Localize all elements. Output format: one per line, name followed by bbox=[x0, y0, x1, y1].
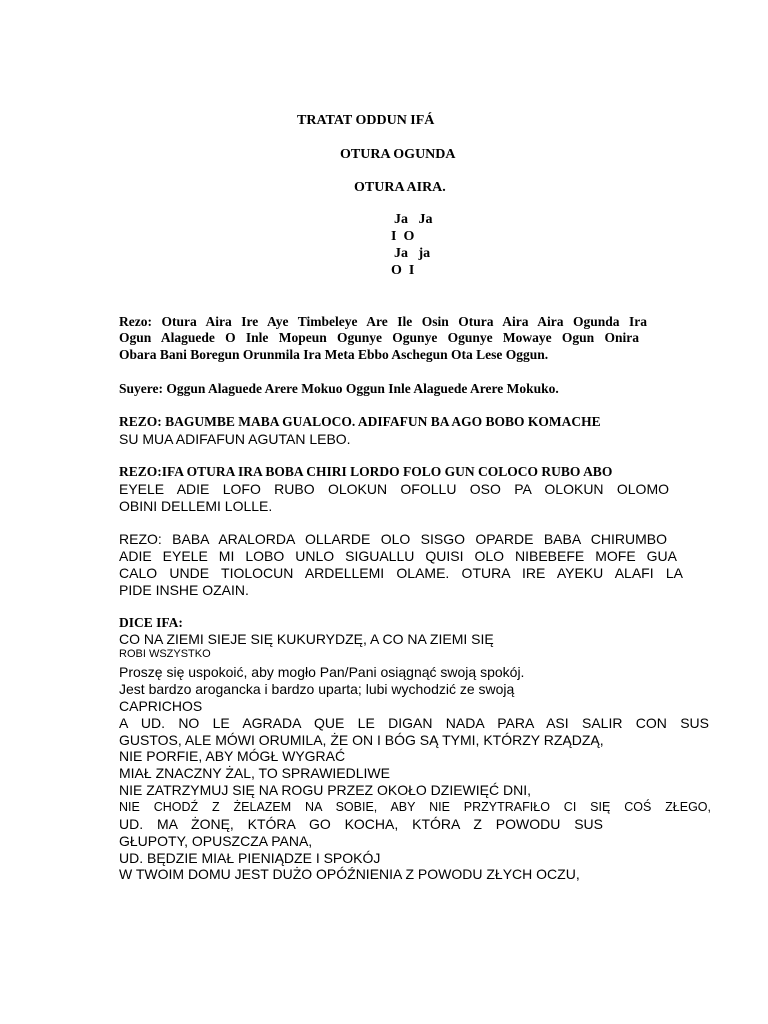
rezo-3-line-2: EYELE ADIE LOFO RUBO OLOKUN OFOLLU OSO PA OLOKUN OLOMO bbox=[119, 481, 669, 497]
dice-line-14: UD. BĘDZIE MIAŁ PIENIĄDZE I SPOKÓJ bbox=[119, 850, 381, 866]
dice-line-4: Jest bardzo arogancka i bardzo uparta; lubi wychodzić ze swoją bbox=[119, 681, 515, 697]
dice-line-13: GŁUPOTY, OPUSZCZA PANA, bbox=[119, 833, 313, 849]
rezo-1-line-1: Rezo: Otura Aira Ire Aye Timbeleye Are Ile Osin Otura Aira Aira Ogunda Ira bbox=[119, 314, 647, 329]
document-title: TRATAT ODDUN IFÁ bbox=[297, 113, 435, 128]
dice-line-1: CO NA ZIEMI SIEJE SIĘ KUKURYDZĘ, A CO NA ZIEMI SIĘ bbox=[119, 631, 494, 647]
rezo-3-line-3: OBINI DELLEMI LOLLE. bbox=[119, 498, 273, 514]
rezo-1-line-2: Ogun Alaguede O Inle Mopeun Ogunye Ogunye Ogunye Mowaye Ogun Onira bbox=[119, 330, 639, 345]
rezo-4-line-1: REZO: BABA ARALORDA OLLARDE OLO SISGO OPARDE BABA CHIRUMBO bbox=[119, 531, 667, 547]
rezo-4-line-4: PIDE INSHE OZAIN. bbox=[119, 582, 249, 598]
dice-line-5: CAPRICHOS bbox=[119, 698, 203, 714]
sign-row-2: I O bbox=[391, 229, 415, 244]
dice-line-7: GUSTOS, ALE MÓWI ORUMILA, ŻE ON I BÓG SĄ TYMI, KTÓRZY RZĄDZĄ, bbox=[119, 732, 604, 748]
dice-line-9: MIAŁ ZNACZNY ŻAL, TO SPRAWIEDLIWE bbox=[119, 765, 390, 781]
sign-row-4: O I bbox=[391, 263, 415, 278]
rezo-3-line-1: REZO:IFA OTURA IRA BOBA CHIRI LORDO FOLO GUN COLOCO RUBO ABO bbox=[119, 464, 613, 479]
dice-line-6: A UD. NO LE AGRADA QUE LE DIGAN NADA PARA ASI SALIR CON SUS bbox=[119, 715, 709, 731]
sign-row-1: Ja Ja bbox=[394, 212, 433, 227]
sign-row-3: Ja ja bbox=[394, 246, 431, 261]
dice-line-2: ROBI WSZYSTKO bbox=[119, 648, 211, 660]
rezo-4-line-2: ADIE EYELE MI LOBO UNLO SIGUALLU QUISI OLO NIBEBEFE MOFE GUA bbox=[119, 548, 677, 564]
rezo-2-line-1: REZO: BAGUMBE MABA GUALOCO. ADIFAFUN BA AGO BOBO KOMACHE bbox=[119, 414, 601, 429]
dice-line-12: UD. MA ŻONĘ, KTÓRA GO KOCHA, KTÓRA Z POWODU SUS bbox=[119, 816, 603, 832]
rezo-4-line-3: CALO UNDE TIOLOCUN ARDELLEMI OLAME. OTURA IRE AYEKU ALAFI LA bbox=[119, 565, 683, 581]
dice-line-11: NIE CHODŹ Z ŻELAZEM NA SOBIE, ABY NIE PRZYTRAFIŁO CI SIĘ COŚ ZŁEGO, bbox=[119, 800, 711, 814]
rezo-2-line-2: SU MUA ADIFAFUN AGUTAN LEBO. bbox=[119, 431, 351, 447]
rezo-1-line-3: Obara Bani Boregun Orunmila Ira Meta Ebbo Aschegun Ota Lese Oggun. bbox=[119, 347, 549, 362]
dice-line-15: W TWOIM DOMU JEST DUŻO OPÓŹNIENIA Z POWODU ZŁYCH OCZU, bbox=[119, 866, 580, 882]
odu-name: OTURA OGUNDA bbox=[340, 147, 456, 162]
odu-alias: OTURA AIRA. bbox=[354, 180, 446, 195]
dice-line-8: NIE PORFIE, ABY MÓGŁ WYGRAĆ bbox=[119, 748, 346, 764]
dice-line-3: Proszę się uspokoić, aby mogło Pan/Pani osiągnąć swoją spokój. bbox=[119, 664, 525, 680]
dice-line-10: NIE ZATRZYMUJ SIĘ NA ROGU PRZEZ OKOŁO DZIEWIĘĆ DNI, bbox=[119, 782, 531, 798]
suyere-line: Suyere: Oggun Alaguede Arere Mokuo Oggun Inle Alaguede Arere Mokuko. bbox=[119, 381, 559, 396]
dice-ifa-heading: DICE IFA: bbox=[119, 615, 183, 630]
